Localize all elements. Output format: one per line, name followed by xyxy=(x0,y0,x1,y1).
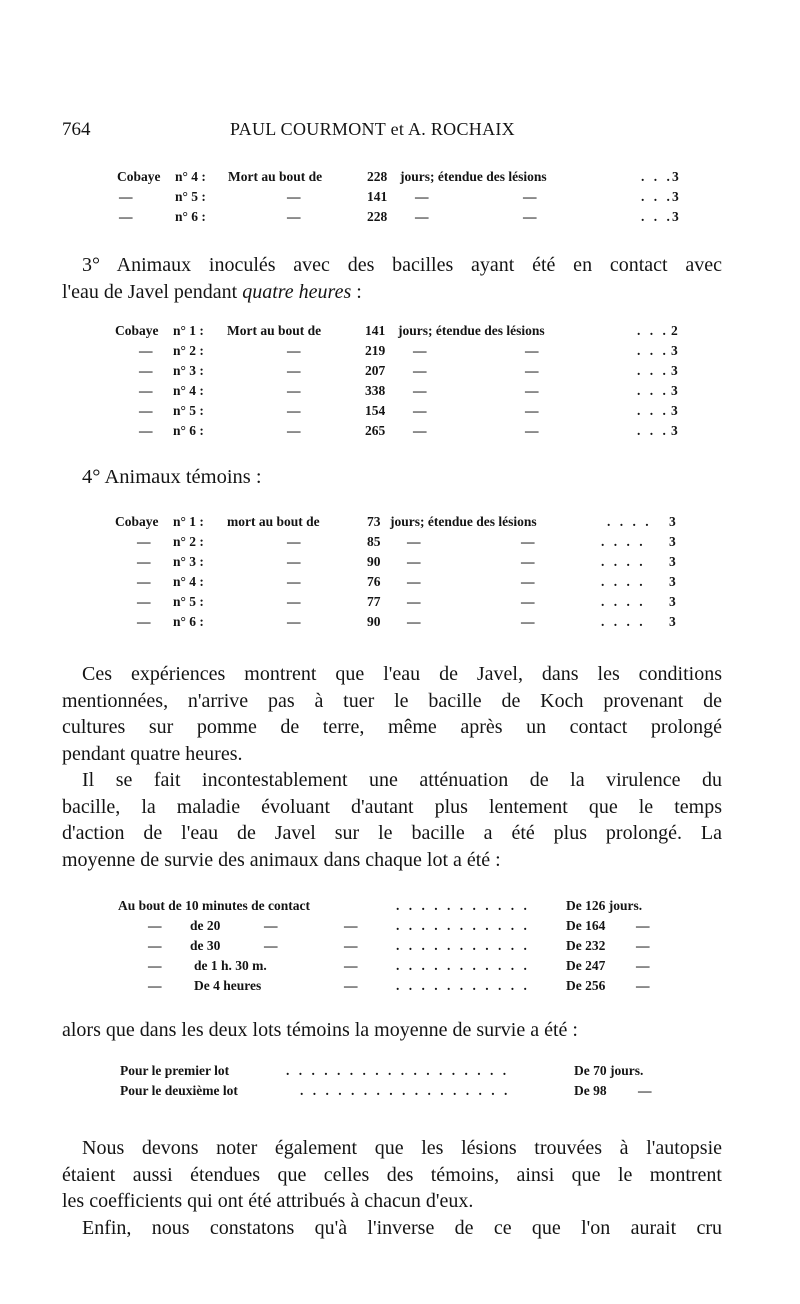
row-days: 73 xyxy=(367,514,381,529)
row-suffix: — xyxy=(407,554,421,569)
row-ditto: — xyxy=(344,958,358,973)
row-text: mort au bout de xyxy=(227,514,320,529)
section-3-heading xyxy=(62,252,722,305)
row-ditto: — xyxy=(264,918,278,933)
row-score: 3 xyxy=(669,614,676,629)
row-suffix: — xyxy=(525,423,539,438)
table-row xyxy=(118,958,678,978)
row-text: — xyxy=(287,614,301,629)
results-table-2 xyxy=(115,323,695,445)
row-number: n° 3 : xyxy=(173,554,204,569)
row-dots: . . . . . . . . . . . xyxy=(396,898,530,913)
row-score: 3 xyxy=(669,594,676,609)
table-row xyxy=(115,514,695,534)
page-header xyxy=(62,119,722,145)
row-suffix: — xyxy=(521,594,535,609)
table-row xyxy=(117,169,697,189)
row-label: — xyxy=(137,614,151,629)
row-number: n° 3 : xyxy=(173,363,204,378)
row-suffix: — xyxy=(407,574,421,589)
table-row xyxy=(115,423,695,443)
section-3-line-1: 3° Animaux inoculés avec des bacilles ayant été en contact avec xyxy=(82,254,722,276)
survival-table xyxy=(118,898,678,1000)
paragraph-line: étaient aussi étendues que celles des témoins, ainsi que le montrent xyxy=(62,1163,722,1186)
row-suffix: jours; étendue des lésions xyxy=(400,169,547,184)
row-value: De 247 xyxy=(566,958,606,973)
row-label: — xyxy=(148,958,162,973)
section-3-line-2 xyxy=(62,279,722,306)
row-score: 3 xyxy=(672,169,679,184)
paragraph-1 xyxy=(62,661,722,767)
row-text: Mort au bout de xyxy=(227,323,322,338)
row-dots: . . . . xyxy=(601,594,646,609)
row-value: De 164 xyxy=(566,918,606,933)
table-row xyxy=(120,1083,680,1103)
row-number: n° 6 : xyxy=(175,209,206,224)
row-dots: . . . xyxy=(637,383,669,398)
row-number: n° 1 : xyxy=(173,514,204,529)
row-dots: . . . . xyxy=(601,574,646,589)
row-text: — xyxy=(287,363,301,378)
section-3-emphasis: quatre heures xyxy=(242,280,352,303)
row-label: — xyxy=(139,383,153,398)
row-suffix: jours; étendue des lésions xyxy=(398,323,545,338)
row-dots: . . . xyxy=(641,189,673,204)
row-dots: . . . xyxy=(637,363,669,378)
row-score: 3 xyxy=(671,383,678,398)
table-row xyxy=(115,614,695,634)
row-value: De 126 jours. xyxy=(566,898,643,913)
row-score: 3 xyxy=(669,534,676,549)
row-score: 3 xyxy=(671,423,678,438)
row-suffix: — xyxy=(415,209,429,224)
row-ditto: — xyxy=(344,918,358,933)
table-row xyxy=(118,898,678,918)
row-label: — xyxy=(119,189,133,204)
control-table xyxy=(115,514,695,636)
row-days: 207 xyxy=(365,363,386,378)
row-number: n° 5 : xyxy=(175,189,206,204)
row-number: n° 2 : xyxy=(173,534,204,549)
row-label: — xyxy=(139,423,153,438)
row-number: n° 1 : xyxy=(173,323,204,338)
paragraph-5 xyxy=(62,1215,722,1242)
paragraph-line: d'action de l'eau de Javel sur le bacille a été plus prolongé. La xyxy=(62,822,722,845)
table-row xyxy=(115,534,695,554)
row-days: 228 xyxy=(367,169,388,184)
row-label: — xyxy=(137,574,151,589)
paragraph-line: pendant quatre heures. xyxy=(62,742,243,765)
row-value: De 256 xyxy=(566,978,606,993)
row-text: — xyxy=(287,594,301,609)
row-label: Cobaye xyxy=(117,169,161,184)
row-suffix: — xyxy=(413,423,427,438)
row-label: — xyxy=(148,918,162,933)
row-days: 154 xyxy=(365,403,386,418)
row-text: — xyxy=(287,189,301,204)
table-row xyxy=(120,1063,680,1083)
row-days: 90 xyxy=(367,614,381,629)
row-number: n° 6 : xyxy=(173,423,204,438)
row-suffix: — xyxy=(521,554,535,569)
row-days: 219 xyxy=(365,343,386,358)
row-ditto: — xyxy=(636,958,650,973)
section-3-text-b: : xyxy=(351,280,362,303)
table-row xyxy=(118,938,678,958)
row-label: — xyxy=(139,363,153,378)
row-score: 3 xyxy=(669,554,676,569)
row-ditto: — xyxy=(636,918,650,933)
row-number: n° 5 : xyxy=(173,594,204,609)
row-label: — xyxy=(137,594,151,609)
row-dots: . . . . . . . . . . . . . . . . . xyxy=(300,1083,511,1098)
table-row xyxy=(115,574,695,594)
row-suffix: — xyxy=(521,574,535,589)
row-ditto: — xyxy=(636,938,650,953)
row-suffix: — xyxy=(413,383,427,398)
row-days: 85 xyxy=(367,534,381,549)
row-ditto: — xyxy=(636,978,650,993)
row-dots: . . . . . . . . . . . xyxy=(396,938,530,953)
row-score: 3 xyxy=(671,343,678,358)
row-dots: . . . . . . . . . . . . . . . . . . xyxy=(286,1063,510,1078)
row-dots: . . . . . . . . . . . xyxy=(396,958,530,973)
row-suffix: — xyxy=(413,403,427,418)
row-dots: . . . xyxy=(637,403,669,418)
row-duration: de 20 xyxy=(190,918,221,933)
row-label: — xyxy=(139,343,153,358)
paragraph-line: Nous devons noter également que les lésions trouvées à l'autopsie xyxy=(82,1137,722,1159)
row-label: — xyxy=(148,938,162,953)
row-days: 141 xyxy=(367,189,388,204)
row-label: Pour le deuxième lot xyxy=(120,1083,238,1098)
paragraph-line: cultures sur pomme de terre, même après un contact prolongé xyxy=(62,716,722,739)
table-row xyxy=(115,383,695,403)
row-label: — xyxy=(137,554,151,569)
row-ditto: — xyxy=(344,938,358,953)
row-dots: . . . xyxy=(641,169,673,184)
paragraph-line: Ces expériences montrent que l'eau de Javel, dans les conditions xyxy=(82,663,722,685)
row-number: n° 4 : xyxy=(173,574,204,589)
row-dots: . . . . xyxy=(601,554,646,569)
row-suffix: — xyxy=(523,209,537,224)
row-dots: . . . . xyxy=(601,614,646,629)
row-suffix: — xyxy=(525,403,539,418)
row-value: De 232 xyxy=(566,938,606,953)
table-row xyxy=(115,363,695,383)
section-4-heading: 4° Animaux témoins : xyxy=(82,466,262,488)
paragraph-line: alors que dans les deux lots témoins la moyenne de survie a été : xyxy=(62,1019,578,1041)
row-days: 76 xyxy=(367,574,381,589)
table-row xyxy=(118,978,678,998)
results-table-1 xyxy=(117,169,697,231)
row-number: n° 4 : xyxy=(175,169,206,184)
row-days: 90 xyxy=(367,554,381,569)
row-suffix: — xyxy=(525,343,539,358)
row-days: 141 xyxy=(365,323,386,338)
row-suffix: — xyxy=(413,343,427,358)
table-row xyxy=(117,189,697,209)
row-score: 2 xyxy=(671,323,678,338)
row-score: 3 xyxy=(669,514,676,529)
row-label: Au bout de 10 minutes de contact xyxy=(118,898,311,913)
row-score: 3 xyxy=(672,209,679,224)
row-suffix: — xyxy=(413,363,427,378)
paragraph-line: Il se fait incontestablement une atténuation de la virulence du xyxy=(82,769,722,791)
row-number: n° 2 : xyxy=(173,343,204,358)
row-dots: . . . . . . . . . . . xyxy=(396,978,530,993)
row-dots: . . . . xyxy=(601,534,646,549)
row-dots: . . . xyxy=(637,423,669,438)
row-score: 3 xyxy=(669,574,676,589)
row-text: Mort au bout de xyxy=(228,169,323,184)
row-label: — xyxy=(119,209,133,224)
row-label: — xyxy=(137,534,151,549)
row-suffix: — xyxy=(523,189,537,204)
row-label: — xyxy=(139,403,153,418)
row-label: — xyxy=(148,978,162,993)
page-number: 764 xyxy=(62,119,91,140)
table-row xyxy=(115,323,695,343)
row-dots: . . . xyxy=(641,209,673,224)
table-row xyxy=(115,403,695,423)
row-duration: de 1 h. 30 m. xyxy=(194,958,267,973)
row-score: 3 xyxy=(672,189,679,204)
row-dots: . . . xyxy=(637,343,669,358)
row-dots: . . . . . . . . . . . xyxy=(396,918,530,933)
paragraph-3 xyxy=(62,1017,722,1044)
row-label: Cobaye xyxy=(115,323,159,338)
row-suffix: — xyxy=(415,189,429,204)
section-3-text-a: l'eau de Javel pendant xyxy=(62,280,243,303)
row-suffix: — xyxy=(525,363,539,378)
paragraph-line: les coefficients qui ont été attribués à chacun d'eux. xyxy=(62,1190,474,1213)
row-suffix: jours; étendue des lésions xyxy=(390,514,537,529)
row-dots: . . . . xyxy=(607,514,652,529)
row-text: — xyxy=(287,403,301,418)
row-value: De 98 xyxy=(574,1083,607,1098)
row-suffix: — xyxy=(521,534,535,549)
paragraph-line: mentionnées, n'arrive pas à tuer le bacille de Koch provenant de xyxy=(62,689,722,712)
table-row xyxy=(118,918,678,938)
row-suffix: — xyxy=(407,614,421,629)
table-row xyxy=(115,343,695,363)
row-ditto: — xyxy=(638,1083,652,1098)
table-row xyxy=(117,209,697,229)
row-label: Pour le premier lot xyxy=(120,1063,230,1078)
row-suffix: — xyxy=(525,383,539,398)
paragraph-line: moyenne de survie des animaux dans chaque lot a été : xyxy=(62,848,501,871)
row-text: — xyxy=(287,209,301,224)
row-days: 338 xyxy=(365,383,386,398)
row-days: 77 xyxy=(367,594,381,609)
row-days: 228 xyxy=(367,209,388,224)
row-suffix: — xyxy=(407,534,421,549)
row-score: 3 xyxy=(671,363,678,378)
paragraph-line: Enfin, nous constatons qu'à l'inverse de ce que l'on aurait cru xyxy=(82,1217,722,1239)
row-duration: de 30 xyxy=(190,938,221,953)
row-text: — xyxy=(287,554,301,569)
row-score: 3 xyxy=(671,403,678,418)
row-duration: De 4 heures xyxy=(194,978,262,993)
row-ditto: — xyxy=(344,978,358,993)
row-number: n° 5 : xyxy=(173,403,204,418)
row-text: — xyxy=(287,534,301,549)
row-text: — xyxy=(287,383,301,398)
paragraph-4 xyxy=(62,1135,722,1215)
row-days: 265 xyxy=(365,423,386,438)
row-value: De 70 jours. xyxy=(574,1063,644,1078)
row-number: n° 6 : xyxy=(173,614,204,629)
row-suffix: — xyxy=(407,594,421,609)
row-label: Cobaye xyxy=(115,514,159,529)
row-text: — xyxy=(287,574,301,589)
paragraph-line: bacille, la maladie évoluant d'autant plus lentement que le temps xyxy=(62,795,722,818)
row-text: — xyxy=(287,423,301,438)
table-row xyxy=(115,554,695,574)
row-dots: . . . xyxy=(637,323,669,338)
paragraph-2 xyxy=(62,767,722,873)
row-suffix: — xyxy=(521,614,535,629)
table-row xyxy=(115,594,695,614)
running-title: PAUL COURMONT et A. ROCHAIX xyxy=(230,119,515,139)
control-average-table xyxy=(120,1063,680,1105)
row-number: n° 4 : xyxy=(173,383,204,398)
row-text: — xyxy=(287,343,301,358)
row-ditto: — xyxy=(264,938,278,953)
